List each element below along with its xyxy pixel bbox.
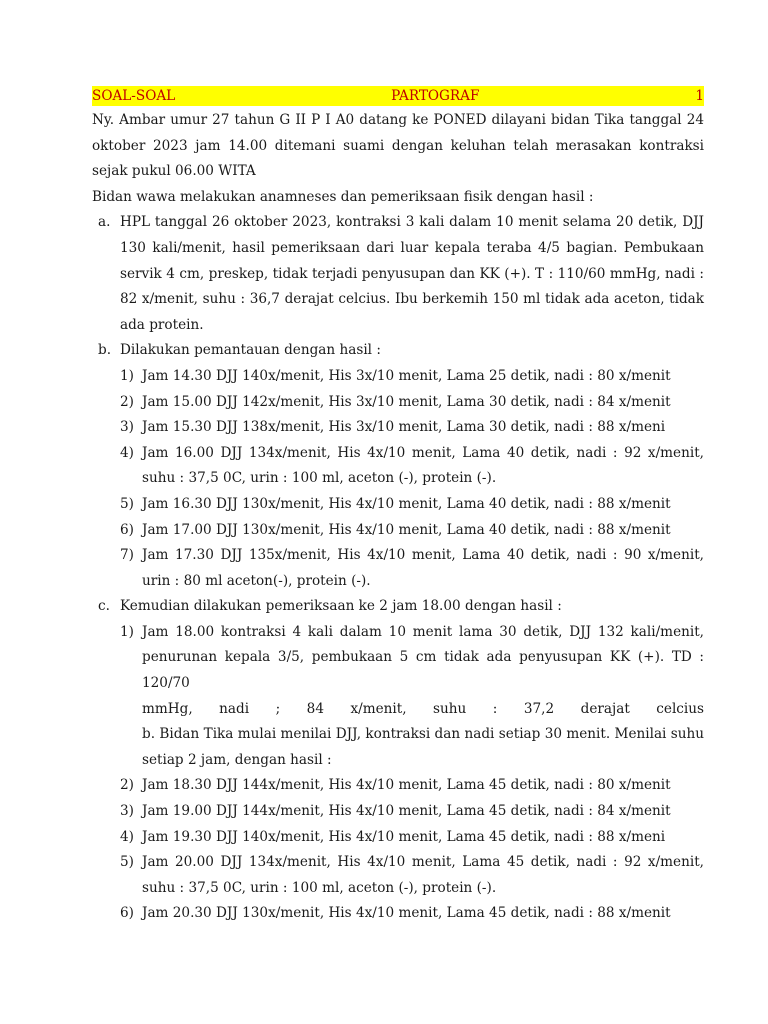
list-item-text: Jam 17.00 DJJ 130x/menit, His 4x/10 menit, Lama 40 detik, nadi : 88 x/menit xyxy=(142,521,671,538)
list-item-text: Jam 15.30 DJJ 138x/menit, His 3x/10 menit, Lama 30 detik, nadi : 88 x/meni xyxy=(142,419,666,436)
monitoring-list-b xyxy=(92,364,704,594)
list-item xyxy=(92,901,704,927)
list-item xyxy=(92,825,704,851)
list-marker: c. xyxy=(98,598,110,615)
list-marker: 2) xyxy=(120,777,134,794)
list-item-c xyxy=(92,594,704,620)
list-marker: 5) xyxy=(120,854,134,871)
list-item-text: HPL tanggal 26 oktober 2023, kontraksi 3 kali dalam 10 menit selama 20 detik, DJJ 130 kali/menit, hasil pemeriksaan dari luar kepala teraba 4/5 bagian. Pembukaan servik 4 cm, preskep, tidak terjadi penyusupan dan KK (+). T : 110/60 mmHg, nadi : 82 x/menit, suhu : 36,7 derajat celcius. Ibu berkemih 150 ml tidak ada aceton, tidak ada protein. xyxy=(120,214,704,333)
list-item-text: Jam 16.00 DJJ 134x/menit, His 4x/10 menit, Lama 40 detik, nadi : 92 x/menit, suhu : 37,5 0C, urin : 100 ml, aceton (-), protein (-). xyxy=(142,444,704,487)
list-item-a xyxy=(92,210,704,338)
list-item xyxy=(92,799,704,825)
list-item xyxy=(92,492,704,518)
list-item xyxy=(92,441,704,492)
list-item-b xyxy=(92,338,704,364)
list-marker: 2) xyxy=(120,393,134,410)
header-left: SOAL-SOAL xyxy=(92,88,176,104)
list-marker: 3) xyxy=(120,419,134,436)
list-marker: 1) xyxy=(120,623,134,640)
list-item xyxy=(92,773,704,799)
list-item-text: Jam 20.00 DJJ 134x/menit, His 4x/10 menit, Lama 45 detik, nadi : 92 x/menit, suhu : 37,5 0C, urin : 100 ml, aceton (-), protein (-). xyxy=(142,854,704,896)
list-marker: 6) xyxy=(120,905,134,922)
list-item-text: Jam 19.00 DJJ 144x/menit, His 4x/10 menit, Lama 45 detik, nadi : 84 x/menit xyxy=(142,803,671,820)
list-item xyxy=(92,364,704,390)
list-marker: 6) xyxy=(120,521,134,538)
list-item-text: Dilakukan pemantauan dengan hasil : xyxy=(120,342,381,359)
list-item xyxy=(92,390,704,416)
document-page xyxy=(92,86,704,927)
monitoring-list-c xyxy=(92,620,704,927)
list-item-text: Jam 18.00 kontraksi 4 kali dalam 10 menit lama 30 detik, DJJ 132 kali/menit, penurunan kepala 3/5, pembukaan 5 cm tidak ada penyusupan KK (+). TD : 120/70 xyxy=(142,623,704,692)
list-item xyxy=(92,620,704,774)
list-item-text: Jam 17.30 DJJ 135x/menit, His 4x/10 menit, Lama 40 detik, nadi : 90 x/menit, urin : 80 ml aceton(-), protein (-). xyxy=(142,547,704,589)
header-title: PARTOGRAF xyxy=(391,88,480,104)
list-marker: 1) xyxy=(120,367,134,384)
intro-instruction: Bidan wawa melakukan anamneses dan pemeriksaan fisik dengan hasil : xyxy=(92,188,594,205)
list-item-text: mmHg, nadi ; 84 x/menit, suhu : 37,2 derajat celcius xyxy=(142,700,704,717)
list-item xyxy=(92,415,704,441)
list-item-text: Jam 15.00 DJJ 142x/menit, His 3x/10 menit, Lama 30 detik, nadi : 84 x/menit xyxy=(142,393,671,410)
header-page-number: 1 xyxy=(695,88,704,104)
list-marker: b. xyxy=(98,342,112,359)
list-item-text: Jam 19.30 DJJ 140x/menit, His 4x/10 menit, Lama 45 detik, nadi : 88 x/meni xyxy=(142,828,666,845)
list-marker: 4) xyxy=(120,444,134,461)
page-header xyxy=(92,86,704,106)
list-item-text: Jam 18.30 DJJ 144x/menit, His 4x/10 menit, Lama 45 detik, nadi : 80 x/menit xyxy=(142,777,671,794)
list-item-text: Kemudian dilakukan pemeriksaan ke 2 jam 18.00 dengan hasil : xyxy=(120,598,562,615)
list-item-text: Jam 20.30 DJJ 130x/menit, His 4x/10 menit, Lama 45 detik, nadi : 88 x/menit xyxy=(142,905,671,922)
list-item-text: Jam 16.30 DJJ 130x/menit, His 4x/10 menit, Lama 40 detik, nadi : 88 x/menit xyxy=(142,495,671,512)
main-list xyxy=(92,210,704,927)
list-marker: 3) xyxy=(120,803,134,820)
list-item xyxy=(92,543,704,594)
intro-paragraph: Ny. Ambar umur 27 tahun G II P I A0 datang ke PONED dilayani bidan Tika tanggal 24 oktober 2023 jam 14.00 ditemani suami dengan keluhan telah merasakan kontraksi sejak pukul 06.00 WITA xyxy=(92,112,704,180)
list-item xyxy=(92,850,704,901)
list-marker: a. xyxy=(98,214,111,231)
list-marker: 7) xyxy=(120,547,134,564)
list-item xyxy=(92,518,704,544)
list-item-text: Jam 14.30 DJJ 140x/menit, His 3x/10 menit, Lama 25 detik, nadi : 80 x/menit xyxy=(142,367,671,384)
list-marker: 5) xyxy=(120,495,134,512)
list-item-text: b. Bidan Tika mulai menilai DJJ, kontraksi dan nadi setiap 30 menit. Menilai suhu setiap 2 jam, dengan hasil : xyxy=(142,726,704,768)
list-marker: 4) xyxy=(120,828,134,845)
